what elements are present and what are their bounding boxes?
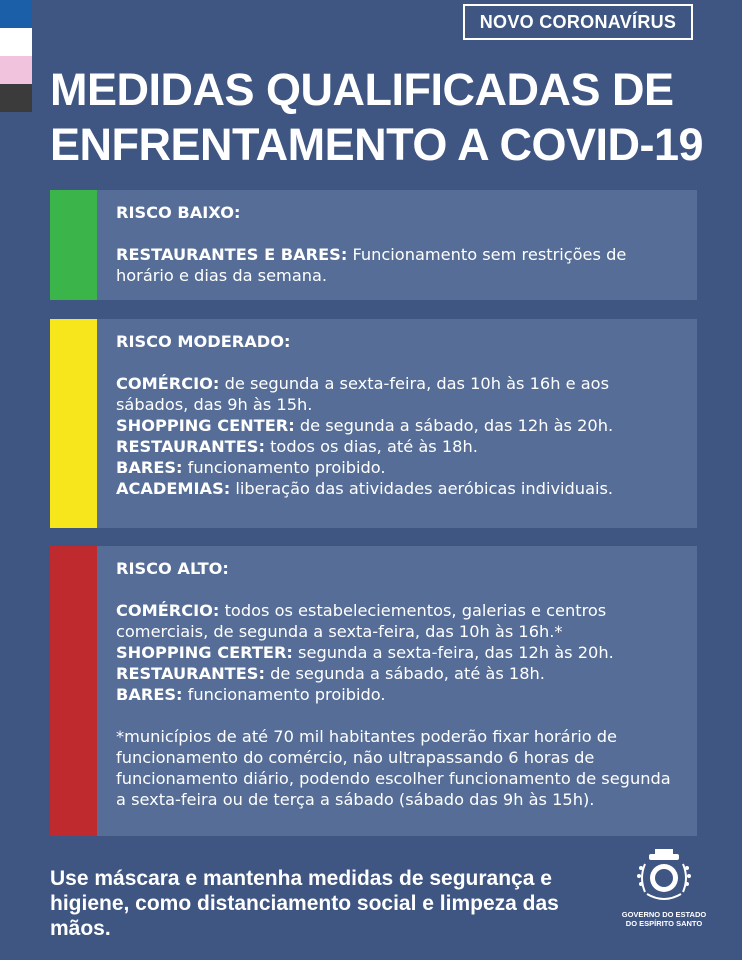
risk-high-heading: RISCO ALTO:	[116, 559, 229, 578]
risk-moderate-item: COMÉRCIO: de segunda a sexta-feira, das 10h às 16h e aos sábados, das 9h às 15h.	[116, 374, 609, 414]
risk-high-item: RESTAURANTES: de segunda a sábado, até às 18h.	[116, 664, 545, 683]
emblem-label-line-1: GOVERNO DO ESTADO	[621, 910, 707, 919]
flag-stripe-white	[0, 28, 32, 56]
page-title	[50, 62, 730, 172]
risk-high-footnote: *municípios de até 70 mil habitantes poderão fixar horário de funcionamento do comércio, não ultrapassando 6 horas de funcionamento diário, podendo escolher funcionamento de segunda a sexta-feira ou de terça a sábado (sábado das 9h às 15h).	[116, 727, 671, 809]
government-emblem	[618, 848, 710, 928]
risk-moderate-item: ACADEMIAS: liberação das atividades aeróbicas individuais.	[116, 479, 614, 498]
risk-high-color-bar	[50, 546, 97, 836]
state-flag-stripes	[0, 0, 32, 112]
title-line-2: ENFRENTAMENTO A COVID-19	[50, 119, 704, 170]
title-line-1: MEDIDAS QUALIFICADAS DE	[50, 64, 674, 115]
risk-moderate-panel	[50, 319, 697, 528]
flag-stripe-blue	[0, 0, 32, 28]
risk-moderate-item: SHOPPING CENTER: de segunda a sábado, das 12h às 20h.	[116, 416, 614, 435]
risk-low-heading: RISCO BAIXO:	[116, 203, 241, 222]
emblem-label-line-2: DO ESPÍRITO SANTO	[625, 919, 703, 928]
risk-moderate-color-bar	[50, 319, 97, 528]
footer-message: Use máscara e mantenha medidas de segurança e higiene, como distanciamento social e limpeza das mãos.	[50, 867, 559, 940]
risk-low-panel	[50, 190, 697, 300]
risk-moderate-item: RESTAURANTES: todos os dias, até às 18h.	[116, 437, 478, 456]
risk-low-color-bar	[50, 190, 97, 300]
risk-high-item: BARES: funcionamento proibido.	[116, 685, 386, 704]
flag-stripe-pink	[0, 56, 32, 84]
risk-low-item: RESTAURANTES E BARES: Funcionamento sem restrições de horário e dias da semana.	[116, 245, 627, 285]
risk-high-item: SHOPPING CERTER: segunda a sexta-feira, das 12h às 20h.	[116, 643, 614, 662]
risk-high-panel	[50, 546, 697, 836]
flag-stripe-dark	[0, 84, 32, 112]
category-tag: NOVO CORONAVÍRUS	[463, 4, 693, 40]
coat-of-arms-icon	[635, 848, 693, 908]
risk-moderate-item: BARES: funcionamento proibido.	[116, 458, 386, 477]
risk-high-item: COMÉRCIO: todos os estabeleciementos, galerias e centros comerciais, de segunda a sexta-feira, das 10h às 16h.*	[116, 601, 607, 641]
risk-moderate-heading: RISCO MODERADO:	[116, 332, 291, 351]
